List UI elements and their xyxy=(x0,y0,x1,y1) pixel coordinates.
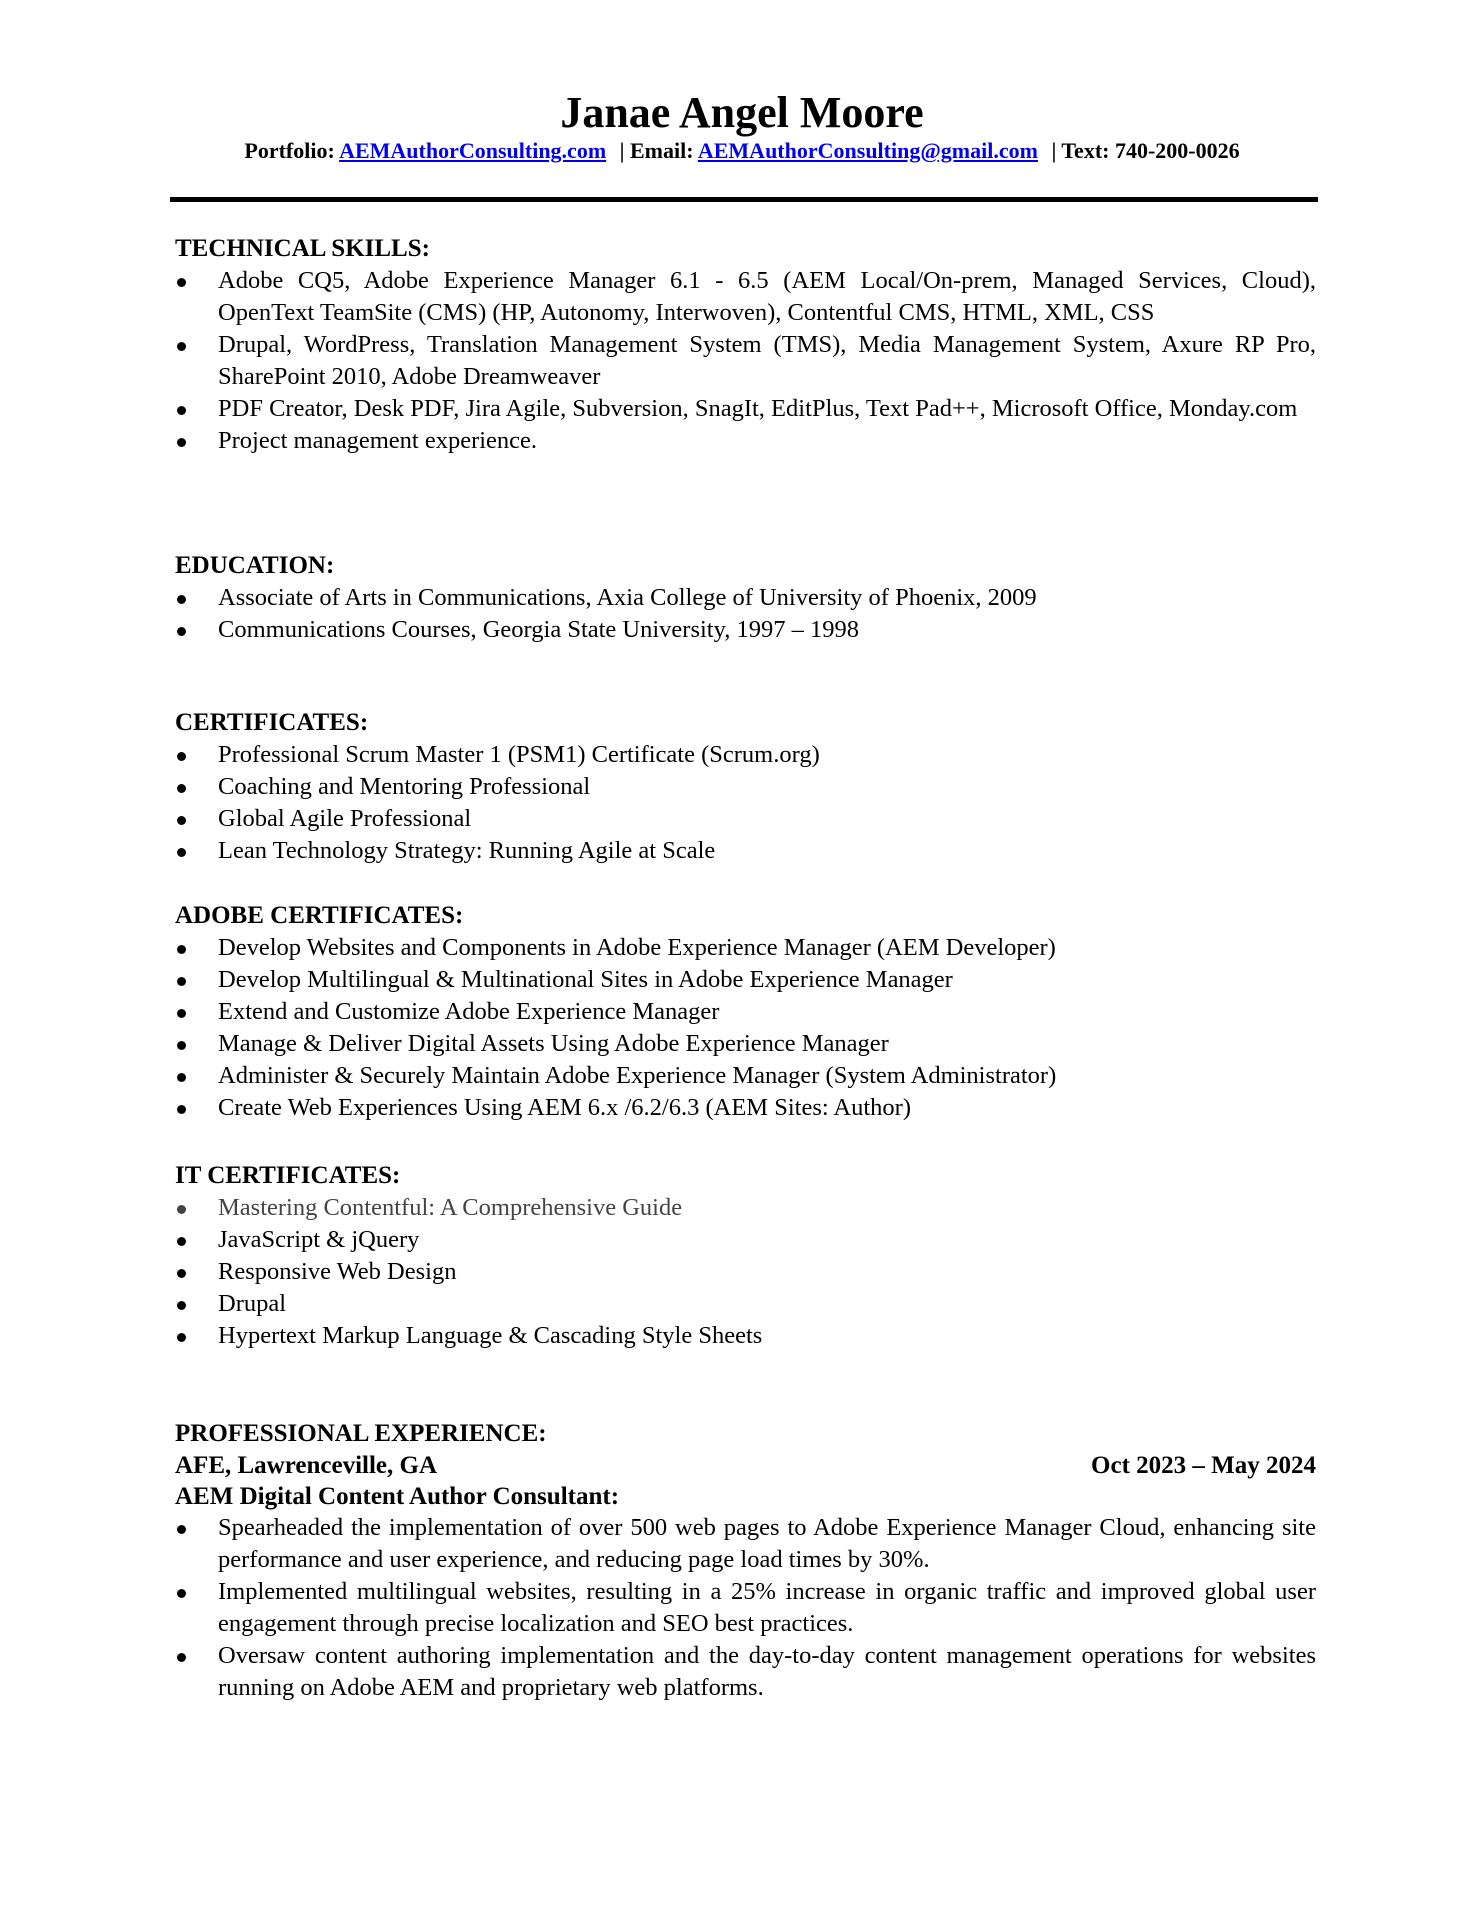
list-item: Implemented multilingual websites, resulting in a 25% increase in organic traffic and improved global user engagement through precise localization and SEO best practices. xyxy=(175,1576,1316,1640)
email-link[interactable]: AEMAuthorConsulting@gmail.com xyxy=(697,138,1038,163)
section-heading: IT CERTIFICATES: xyxy=(175,1162,401,1189)
list-item: Create Web Experiences Using AEM 6.x /6.2/6.3 (AEM Sites: Author) xyxy=(175,1092,1316,1124)
candidate-name: Janae Angel Moore xyxy=(560,88,924,137)
list-item: Administer & Securely Maintain Adobe Experience Manager (System Administrator) xyxy=(175,1060,1316,1092)
list-item: Hypertext Markup Language & Cascading Style Sheets xyxy=(175,1320,1316,1352)
job-dates: Oct 2023 – May 2024 xyxy=(1091,1452,1316,1479)
experience-list xyxy=(175,1512,1316,1704)
portfolio-link[interactable]: AEMAuthorConsulting.com xyxy=(339,138,607,163)
list-item: Oversaw content authoring implementation and the day-to-day content management operations for websites running on Adobe AEM and proprietary web platforms. xyxy=(175,1640,1316,1704)
education-section xyxy=(175,550,1316,646)
list-item: Professional Scrum Master 1 (PSM1) Certificate (Scrum.org) xyxy=(175,739,1316,771)
list-item: Adobe CQ5, Adobe Experience Manager 6.1 - 6.5 (AEM Local/On-prem, Managed Services, Cloud), OpenText TeamSite (CMS) (HP, Autonomy, Interwoven), Contentful CMS, HTML, XML, CSS xyxy=(175,265,1316,329)
certificates-list xyxy=(175,739,1316,867)
technical-skills-list xyxy=(175,265,1316,457)
it-certificates-section xyxy=(175,1160,1316,1352)
list-item: Extend and Customize Adobe Experience Manager xyxy=(175,996,1316,1028)
list-item: Coaching and Mentoring Professional xyxy=(175,771,1316,803)
bullet-icon xyxy=(177,977,186,986)
list-item: Lean Technology Strategy: Running Agile at Scale xyxy=(175,835,1316,867)
bullet-icon xyxy=(177,627,186,636)
list-item: Communications Courses, Georgia State University, 1997 – 1998 xyxy=(175,614,1316,646)
bullet-icon xyxy=(177,816,186,825)
bullet-icon xyxy=(177,1205,186,1214)
list-item: Develop Multilingual & Multinational Sites in Adobe Experience Manager xyxy=(175,964,1316,996)
bullet-icon xyxy=(177,848,186,857)
bullet-icon xyxy=(177,1653,186,1662)
list-item: Drupal, WordPress, Translation Management System (TMS), Media Management System, Axure RP Pro, SharePoint 2010, Adobe Dreamweaver xyxy=(175,329,1316,393)
bullet-icon xyxy=(177,1333,186,1342)
adobe-certificates-list xyxy=(175,932,1316,1124)
section-heading: EDUCATION: xyxy=(175,552,335,579)
bullet-icon xyxy=(177,752,186,761)
list-item: Mastering Contentful: A Comprehensive Guide xyxy=(175,1192,1316,1224)
list-item: Drupal xyxy=(175,1288,1316,1320)
list-item: Project management experience. xyxy=(175,425,1316,457)
list-item: Spearheaded the implementation of over 500 web pages to Adobe Experience Manager Cloud, enhancing site performance and user experience, and reducing page load times by 30%. xyxy=(175,1512,1316,1576)
bullet-icon xyxy=(177,945,186,954)
section-heading: PROFESSIONAL EXPERIENCE: xyxy=(175,1420,547,1447)
bullet-icon xyxy=(177,1525,186,1534)
contact-line xyxy=(0,137,1484,165)
section-heading: TECHNICAL SKILLS: xyxy=(175,235,430,262)
bullet-icon xyxy=(177,1237,186,1246)
technical-skills-section xyxy=(175,233,1316,457)
job-header-row xyxy=(175,1450,1316,1481)
list-item: Associate of Arts in Communications, Axia College of University of Phoenix, 2009 xyxy=(175,582,1316,614)
bullet-icon xyxy=(177,1009,186,1018)
list-item: PDF Creator, Desk PDF, Jira Agile, Subversion, SnagIt, EditPlus, Text Pad++, Microsoft Office, Monday.com xyxy=(175,393,1316,425)
section-heading: CERTIFICATES: xyxy=(175,709,369,736)
phone-text: | Text: 740-200-0026 xyxy=(1051,138,1240,163)
bullet-icon xyxy=(177,1269,186,1278)
job-title: AEM Digital Content Author Consultant: xyxy=(175,1483,620,1510)
adobe-certificates-section xyxy=(175,900,1316,1124)
list-item: JavaScript & jQuery xyxy=(175,1224,1316,1256)
bullet-icon xyxy=(177,342,186,351)
email-label: | Email: xyxy=(619,138,694,163)
list-item: Manage & Deliver Digital Assets Using Adobe Experience Manager xyxy=(175,1028,1316,1060)
education-list xyxy=(175,582,1316,646)
company-location: AFE, Lawrenceville, GA xyxy=(175,1452,437,1479)
list-item: Responsive Web Design xyxy=(175,1256,1316,1288)
bullet-icon xyxy=(177,278,186,287)
bullet-icon xyxy=(177,438,186,447)
certificates-section xyxy=(175,707,1316,867)
list-item: Global Agile Professional xyxy=(175,803,1316,835)
list-item: Develop Websites and Components in Adobe Experience Manager (AEM Developer) xyxy=(175,932,1316,964)
bullet-icon xyxy=(177,595,186,604)
experience-section xyxy=(175,1418,1316,1704)
section-heading: ADOBE CERTIFICATES: xyxy=(175,902,464,929)
bullet-icon xyxy=(177,784,186,793)
it-certificates-list xyxy=(175,1192,1316,1352)
bullet-icon xyxy=(177,1589,186,1598)
bullet-icon xyxy=(177,1041,186,1050)
portfolio-label: Portfolio: xyxy=(244,138,335,163)
bullet-icon xyxy=(177,1105,186,1114)
header-divider xyxy=(170,197,1318,202)
bullet-icon xyxy=(177,406,186,415)
bullet-icon xyxy=(177,1073,186,1082)
bullet-icon xyxy=(177,1301,186,1310)
